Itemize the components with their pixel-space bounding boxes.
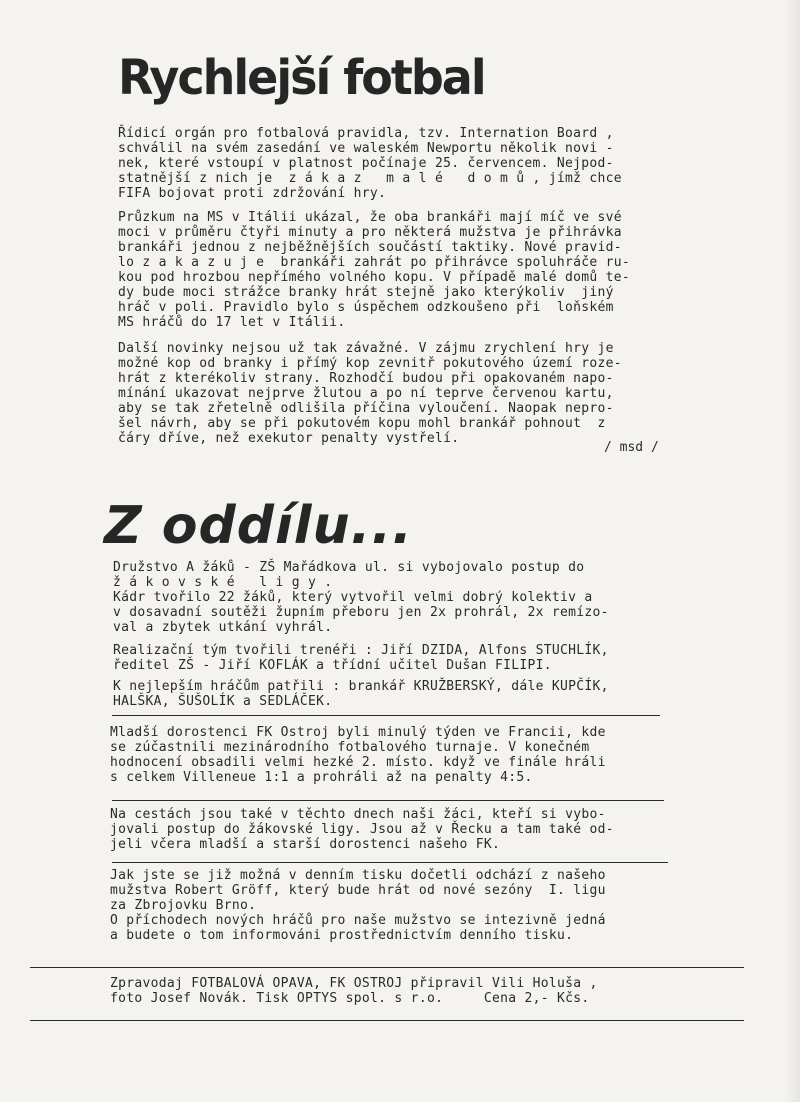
section-item-1: Družstvo A žáků - ZŠ Mařádkova ul. si vybojovalo postup do ž á k o v s k é l i g y . Kádr tvořilo 22 žáků, který vytvořil velmi dobrý kolektiv a v dosavadní soutěži župním přeboru jen 2x prohrál, 2x remízo- val a zbytek utkání vyhrál. (113, 560, 609, 635)
section-item-3: K nejlepším hráčům patřili : brankář KRUŽBERSKÝ, dále KUPČÍK, HALŠKA, ŠUŠOLÍK a SEDLÁČEK. (113, 679, 609, 709)
article-signature: / msd / (604, 440, 659, 455)
article-paragraph-1: Řídicí orgán pro fotbalová pravidla, tzv. Internation Board , schválil na svém zasedání ve waleském Newportu několik novi - nek, které vstoupí v platnost počínaje 25. červencem. Nejpod- statnější z nich je z á k a z m a l é d o m ů , jímž chce FIFA bojovat proti zdržování hry. (118, 126, 622, 201)
footer-bottom-rule (30, 1020, 744, 1021)
footer-text: Zpravodaj FOTBALOVÁ OPAVA, FK OSTROJ připravil Vili Holuša , foto Josef Novák. Tisk OPTYS spol. s r.o. Cena 2,- Kčs. (110, 976, 598, 1006)
divider (112, 800, 664, 801)
section-item-6: Jak jste se již možná v denním tisku dočetli odchází z našeho mužstva Robert Gröff, který bude hrát od nové sezóny I. ligu za Zbrojovku Brno. O příchodech nových hráčů pro naše mužstvo se intezivně jedná a budete o tom informováni prostřednictvím denního tisku. (110, 868, 606, 943)
paper-edge-shadow (786, 0, 800, 1102)
footer-top-rule (30, 967, 744, 968)
divider (112, 715, 660, 716)
section-title: Z oddílu... (104, 496, 413, 556)
article-title: Rychlejší fotbal (118, 48, 485, 106)
article-paragraph-2: Průzkum na MS v Itálii ukázal, že oba brankáři mají míč ve své moci v průměru čtyři minuty a pro některá mužstva je přihrávka brankáři jednou z nejběžnějších součástí taktiky. Nové pravid- lo z a k a z u j e brankáři zahrát po přihrávce spoluhráče ru- kou pod hrozbou nepřímého volného kopu. V případě malé domů te- dy bude moci strážce branky hrát stejně jako kterýkoliv jiný hráč v poli. Pravidlo bylo s úspěchem odzkoušeno při loňském MS hráčů do 17 let v Itálii. (118, 210, 630, 330)
section-item-2: Realizační tým tvořili trenéři : Jiří DZIDA, Alfons STUCHLÍK, ředitel ZŠ - Jiří KOFLÁK a třídní učitel Dušan FILIPI. (113, 643, 609, 673)
section-item-4: Mladší dorostenci FK Ostroj byli minulý týden ve Francii, kde se zúčastnili mezinárodního fotbalového turnaje. V konečném hodnocení obsadili velmi hezké 2. místo. když ve finále hráli s celkem Villeneue 1:1 a prohráli až na penalty 4:5. (110, 725, 606, 785)
article-paragraph-3: Další novinky nejsou už tak závažné. V zájmu zrychlení hry je možné kop od branky i přímý kop zevnitř pokutového území roze- hrát z kterékoliv strany. Rozhodčí budou při opakovaném napo- mínání ukazovat nejprve žlutou a po ní teprve červenou kartu, aby se tak zřetelně odlišila příčina vyloučení. Naopak nepro- šel návrh, aby se při pokutovém kopu mohl brankář pohnout z čáry dříve, než exekutor penalty vystřelí. (118, 341, 622, 446)
divider (112, 862, 668, 863)
section-item-5: Na cestách jsou také v těchto dnech naši žáci, kteří si vybo- jovali postup do žákovské ligy. Jsou až v Řecku a tam také od- jeli včera mladší a starší dorostenci našeho FK. (110, 807, 614, 852)
